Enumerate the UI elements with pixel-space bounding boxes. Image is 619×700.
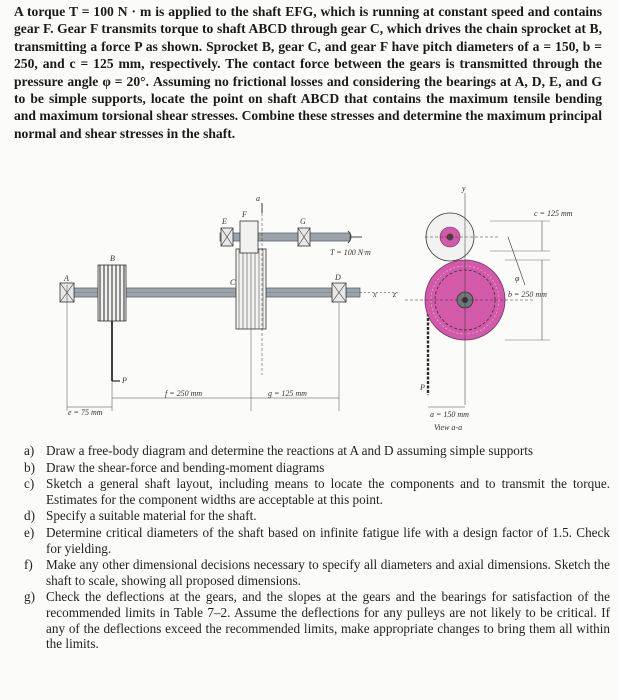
label-dim-f: f = 250 mm: [165, 389, 203, 398]
label-dim-g: g = 125 mm: [268, 389, 307, 398]
sprocket-b: [98, 265, 126, 321]
task-item: [14, 508, 614, 524]
task-text: Specify a suitable material for the shaft.: [46, 508, 257, 524]
label-view: View a-a: [434, 423, 463, 432]
label-p2: P: [420, 383, 425, 392]
task-text: Determine critical diameters of the shaft based on infinite fatigue life with a design factor of 1.5. Check for yielding.: [46, 524, 610, 556]
problem-text: A torque T = 100 N · m is applied to the shaft EFG, which is running at constant speed and contains gear F. Gear F transmits torque to shaft ABCD through gear C, which drives the chain sprocket at B, transmitting a force P as shown. Sprocket B, gear C, and gear F have pitch diameters of a = 150, b = 250, and c = 125 mm, respectively. The contact force between the gears is transmitted through the pressure angle φ = 20°. Assuming no frictional losses and considering the bearings at A, D, E, and G to be simple supports, locate the point on shaft ABCD that contains the maximum tensile bending and maximum torsional shear stresses. Combine these stresses and determine the maximum principal normal and shear stresses in the shaft.: [14, 4, 602, 141]
task-text: Make any other dimensional decisions necessary to specify all diameters and axial dimensions. Sketch the shaft to scale, showing all proposed dimensions.: [46, 557, 610, 588]
task-label: e): [24, 524, 35, 540]
task-item: [14, 476, 614, 507]
task-label: b): [24, 459, 35, 475]
bearing-d: [332, 283, 346, 302]
label-y: y: [462, 185, 466, 193]
label-dim-c: c = 125 mm: [534, 209, 573, 218]
label-a: A: [64, 274, 69, 283]
task-label: c): [24, 476, 35, 492]
label-d: D: [335, 273, 341, 282]
gear-c: [236, 249, 266, 329]
task-text: Draw the shear-force and bending-moment diagrams: [46, 459, 325, 475]
task-item: [14, 443, 614, 459]
bearing-e: [221, 228, 233, 246]
task-label: a): [24, 443, 35, 458]
task-item: [14, 460, 614, 476]
shaft-figure: [30, 185, 600, 440]
shaft-efg: [220, 233, 350, 241]
task-text: Draw a free-body diagram and determine the reactions at A and D assuming simple supports: [46, 443, 534, 458]
bearing-g: [298, 228, 310, 246]
task-item: [14, 557, 614, 588]
task-text: Check the deflections at the gears, and the slopes at the gears and the bearings for satisfaction of the recommended limits in Table 7–2. Assume the deflections for any pulleys are not likely to be critical. If any of the deflections exceed the recommended limits, make appropriate changes to bring them all within the limits.: [46, 589, 610, 652]
label-b: B: [110, 254, 115, 263]
label-aa: a: [256, 194, 260, 203]
label-e: E: [222, 217, 227, 226]
task-text: Sketch a general shaft layout, including means to locate the components and to transmit the torque. Estimates for the component widths are acceptable at this point.: [46, 476, 610, 507]
task-label: f): [24, 557, 33, 573]
task-item: [14, 525, 614, 556]
shaft-diagram: [30, 185, 600, 440]
label-phi: φ: [515, 274, 520, 283]
task-item: [14, 589, 614, 651]
label-p: P: [122, 376, 127, 385]
label-dim-e: e = 75 mm: [68, 408, 103, 417]
label-g: G: [300, 217, 306, 226]
gear-f: [240, 221, 258, 253]
problem-statement: [14, 3, 602, 142]
task-label: g): [24, 589, 35, 605]
label-f: F: [242, 210, 247, 219]
label-z: z: [393, 290, 397, 299]
task-label: d): [24, 508, 35, 524]
label-x: x: [373, 290, 377, 299]
label-dim-b: b = 250 mm: [508, 290, 547, 299]
label-c: C: [230, 278, 236, 287]
label-torque: T = 100 N·m: [330, 248, 371, 257]
task-list: [14, 443, 614, 653]
label-dim-a: a = 150 mm: [430, 410, 469, 419]
